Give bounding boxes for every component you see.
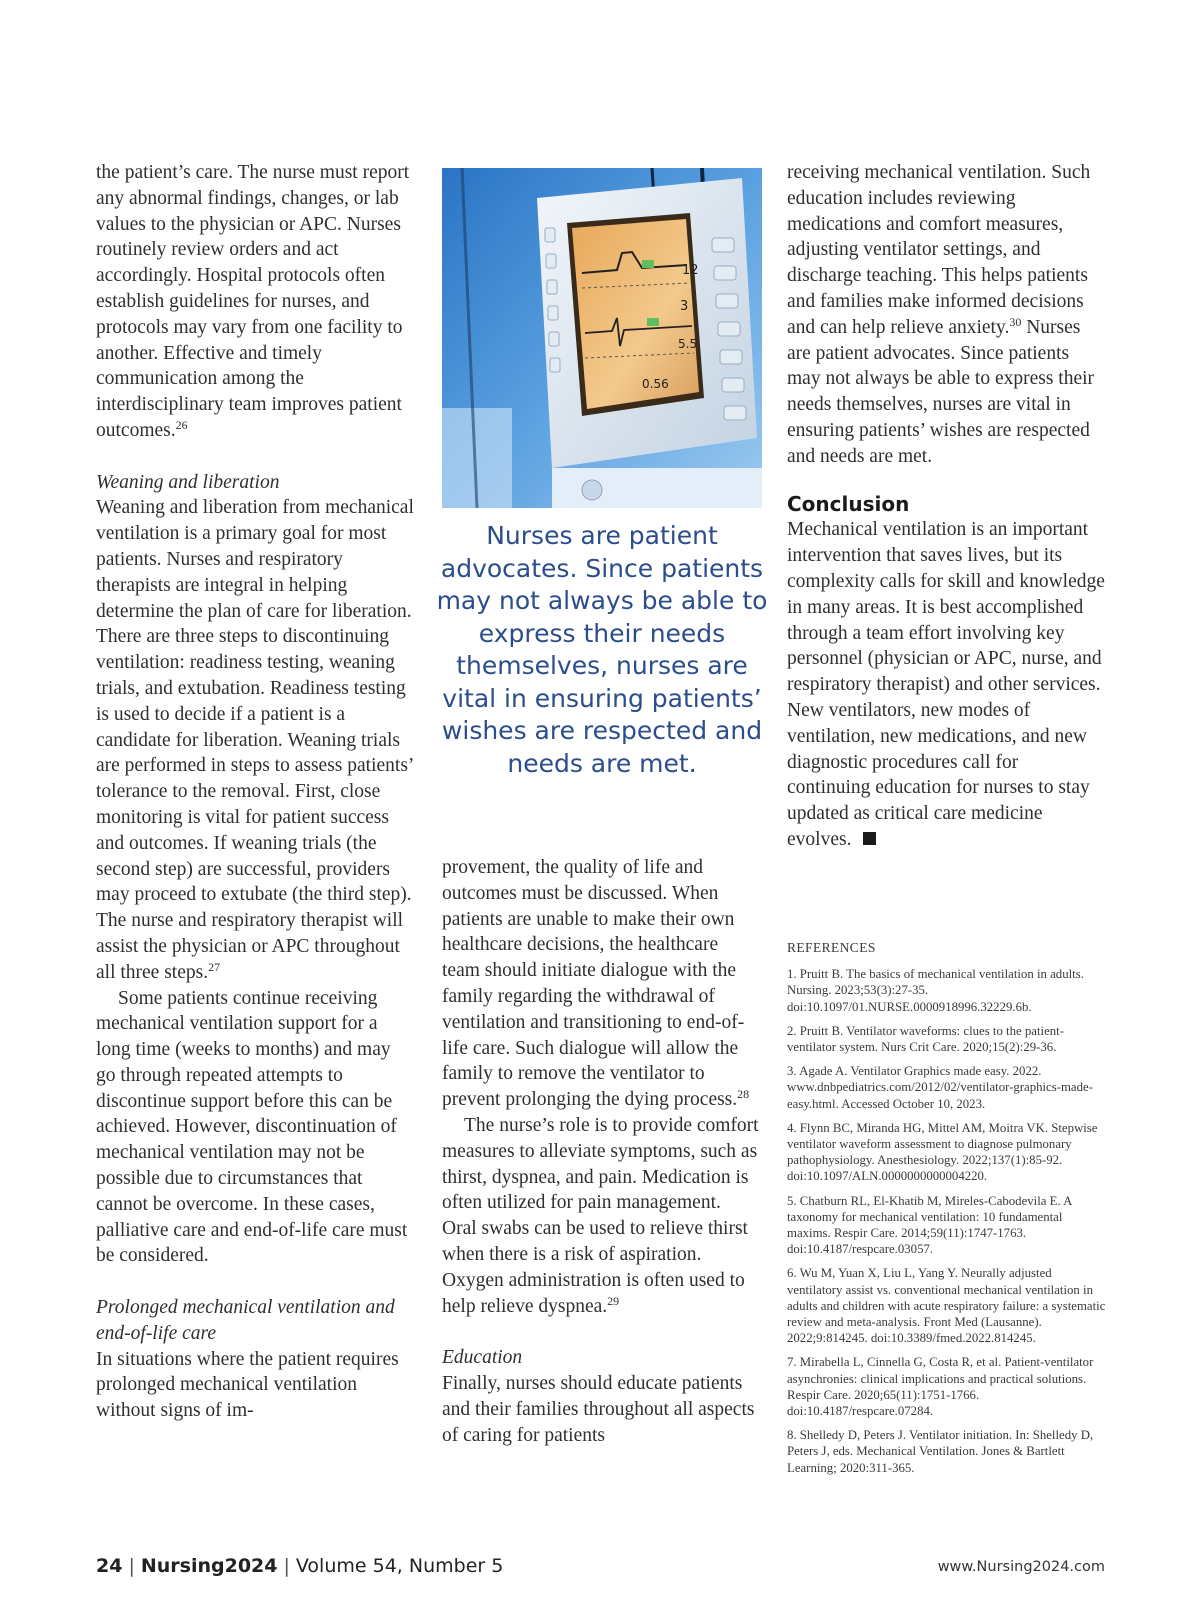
article-column-2 (442, 855, 760, 1448)
subheading-prolonged: Prolonged mechanical ventilation and end-of-life care (96, 1297, 395, 1344)
reference-item: 4. Flynn BC, Miranda HG, Mittel AM, Moitra VK. Stepwise ventilator waveform assessment to diagnose pulmonary pathophysiology. Anesthesiology. 2022;137(1):85-92. doi:10.1097/ALN.0000000000004220. (787, 1120, 1098, 1184)
reference-item: 1. Pruitt B. The basics of mechanical ventilation in adults. Nursing. 2023;53(3):27-35. doi:10.1097/01.NURSE.0000918996.32229.6b. (787, 967, 1084, 1014)
reference-item: 6. Wu M, Yuan X, Liu L, Yang Y. Neurally adjusted ventilatory assist vs. conventional mechanical ventilation in adults and children with acute respiratory failure: a systematic review and meta-analysis. Front Med (Lausanne). 2022;9:814245. doi:10.3389/fmed.2022.814245. (787, 1266, 1106, 1346)
reference-item: 7. Mirabella L, Cinnella G, Costa R, et al. Patient-ventilator asynchronies: clinical implications and practical solutions. Respir Care. 2020;65(11):1751-1766. doi:10.4187/respcare.07284. (787, 1355, 1094, 1419)
reference-item: 8. Shelledy D, Peters J. Ventilator initiation. In: Shelledy D, Peters J, eds. Mechanical Ventilation. Jones & Bartlett Learning; 2020:311-365. (787, 1428, 1094, 1475)
paragraph: provement, the quality of life and outcomes must be discussed. When patients are unable to make their own healthcare decisions, the healthcare team should initiate dialogue with the family regarding the withdrawal of ventilation and transitioning to end-of-life care. Such dialogue will allow the family to remove the ventilator to prevent prolonging the dying process.$^{28}$ (442, 857, 750, 1111)
references-list (787, 940, 1107, 1484)
subheading-education: Education (442, 1347, 523, 1369)
citation-ref: 26 (175, 417, 188, 432)
paragraph: The nurse’s role is to provide comfort measures to alleviate symptoms, such as thirst, dyspnea, and pain. Medication is often utilized for pain management. Oral swabs can be used to relieve thirst when there is a risk of aspiration. Oxygen administration is often used to help relieve dyspnea.$^{29}$ (442, 1114, 759, 1317)
paragraph: Some patients continue receiving mechanical ventilation support for a long time (weeks to months) and may go through repeated attempts to discontinue support before this can be achieved. However, discontinuation of mechanical ventilation may not be possible due to circumstances that cannot be overcome. In these cases, palliative care and end-of-life care must be considered. (96, 987, 408, 1267)
screen-value: 0.56 (642, 377, 669, 391)
reference-item: 2. Pruitt B. Ventilator waveforms: clues to the patient-ventilator system. Nurs Crit Care. 2020;15(2):29-36. (787, 1023, 1064, 1055)
paragraph: the patient’s care. The nurse must report any abnormal findings, changes, or lab values to the physician or APC. Nurses routinely review orders and act accordingly. Hospital protocols often establish guidelines for nurses, and protocols may vary from one facility to another. Effective and timely communication among the interdisciplinary team improves patient outcomes.$^{26}$ (96, 162, 410, 441)
citation-ref: 29 (607, 1293, 620, 1308)
end-mark-icon (863, 832, 876, 845)
citation-ref: 27 (208, 959, 221, 974)
paragraph: Weaning and liberation from mechanical ventilation is a primary goal for most patients. Nurses and respiratory therapists are integral in helping determine the plan of care for liberation. There are three steps to discontinuing ventilation: readiness testing, weaning trials, and extubation. Readiness testing is used to decide if a patient is a candidate for liberation. Weaning trials are performed in steps to assess patients’ tolerance to the removal. First, close monitoring is vital for patient success and outcomes. If weaning trials (the second step) are successful, providers may proceed to extubate (the third step). The nurse and respiratory therapist will assist the physician or APC throughout all three steps.$^{27}$ (96, 497, 414, 983)
article-column-3 (787, 160, 1105, 853)
ventilator-monitor-photo (442, 168, 762, 508)
reference-item: 3. Agade A. Ventilator Graphics made easy. 2022. www.dnbpediatrics.com/2012/02/ventilator-graphics-made-easy.html. Accessed October 10, 2023. (787, 1064, 1093, 1111)
section-heading-conclusion: Conclusion (787, 491, 910, 516)
paragraph: Finally, nurses should educate patients and their families throughout all aspects of caring for patients (442, 1372, 755, 1446)
citation-ref: 28 (737, 1087, 750, 1102)
screen-value: 5.5 (678, 337, 698, 351)
screen-value: 3 (680, 299, 689, 314)
website-link[interactable]: www.Nursing2024.com (937, 1559, 1105, 1575)
reference-item: 5. Chatburn RL, El-Khatib M, Mireles-Cabodevila E. A taxonomy for mechanical ventilation: 10 fundamental maxims. Respir Care. 2014;59(11):1747-1763. doi:10.4187/respcare.03057. (787, 1193, 1072, 1257)
volume-info: Volume 54, Number 5 (295, 1555, 504, 1577)
references-heading: REFERENCES (787, 940, 876, 955)
paragraph: Mechanical ventilation is an important intervention that saves lives, but its complexity calls for skill and knowledge in many areas. It is best accomplished through a team effort involving key personnel (physician or APC, nurse, and respiratory therapist) and other services. New ventilators, new modes of ventilation, new medications, and new diagnostic procedures call for continuing education for nurses to stay updated as critical care medicine evolves. (787, 519, 1105, 850)
subheading-weaning: Weaning and liberation (96, 471, 280, 493)
paragraph: receiving mechanical ventilation. Such education includes reviewing medications and comfort measures, adjusting ventilator settings, and discharge teaching. This helps patients and families make informed decisions and can help relieve anxiety.$^{30}$ Nurses are patient advocates. Since patients may not always be able to express their needs themselves, nurses are vital in ensuring patients’ wishes are respected and needs are met. (787, 162, 1095, 467)
footer-separator: | (128, 1555, 135, 1577)
pull-quote: Nurses are patient advocates. Since patients may not always be able to express their needs themselves, nurses are vital in ensuring patients’ wishes are respected and needs are met. (436, 521, 768, 778)
footer-separator: | (283, 1555, 290, 1577)
page-number: 24 (96, 1555, 123, 1577)
screen-value: 12 (682, 263, 699, 278)
publication-name: Nursing2024 (140, 1555, 278, 1577)
article-column-1 (96, 160, 414, 1424)
page-footer (96, 1555, 503, 1577)
paragraph: In situations where the patient requires prolonged mechanical ventilation without signs of im- (96, 1348, 399, 1422)
citation-ref: 30 (1009, 314, 1022, 329)
